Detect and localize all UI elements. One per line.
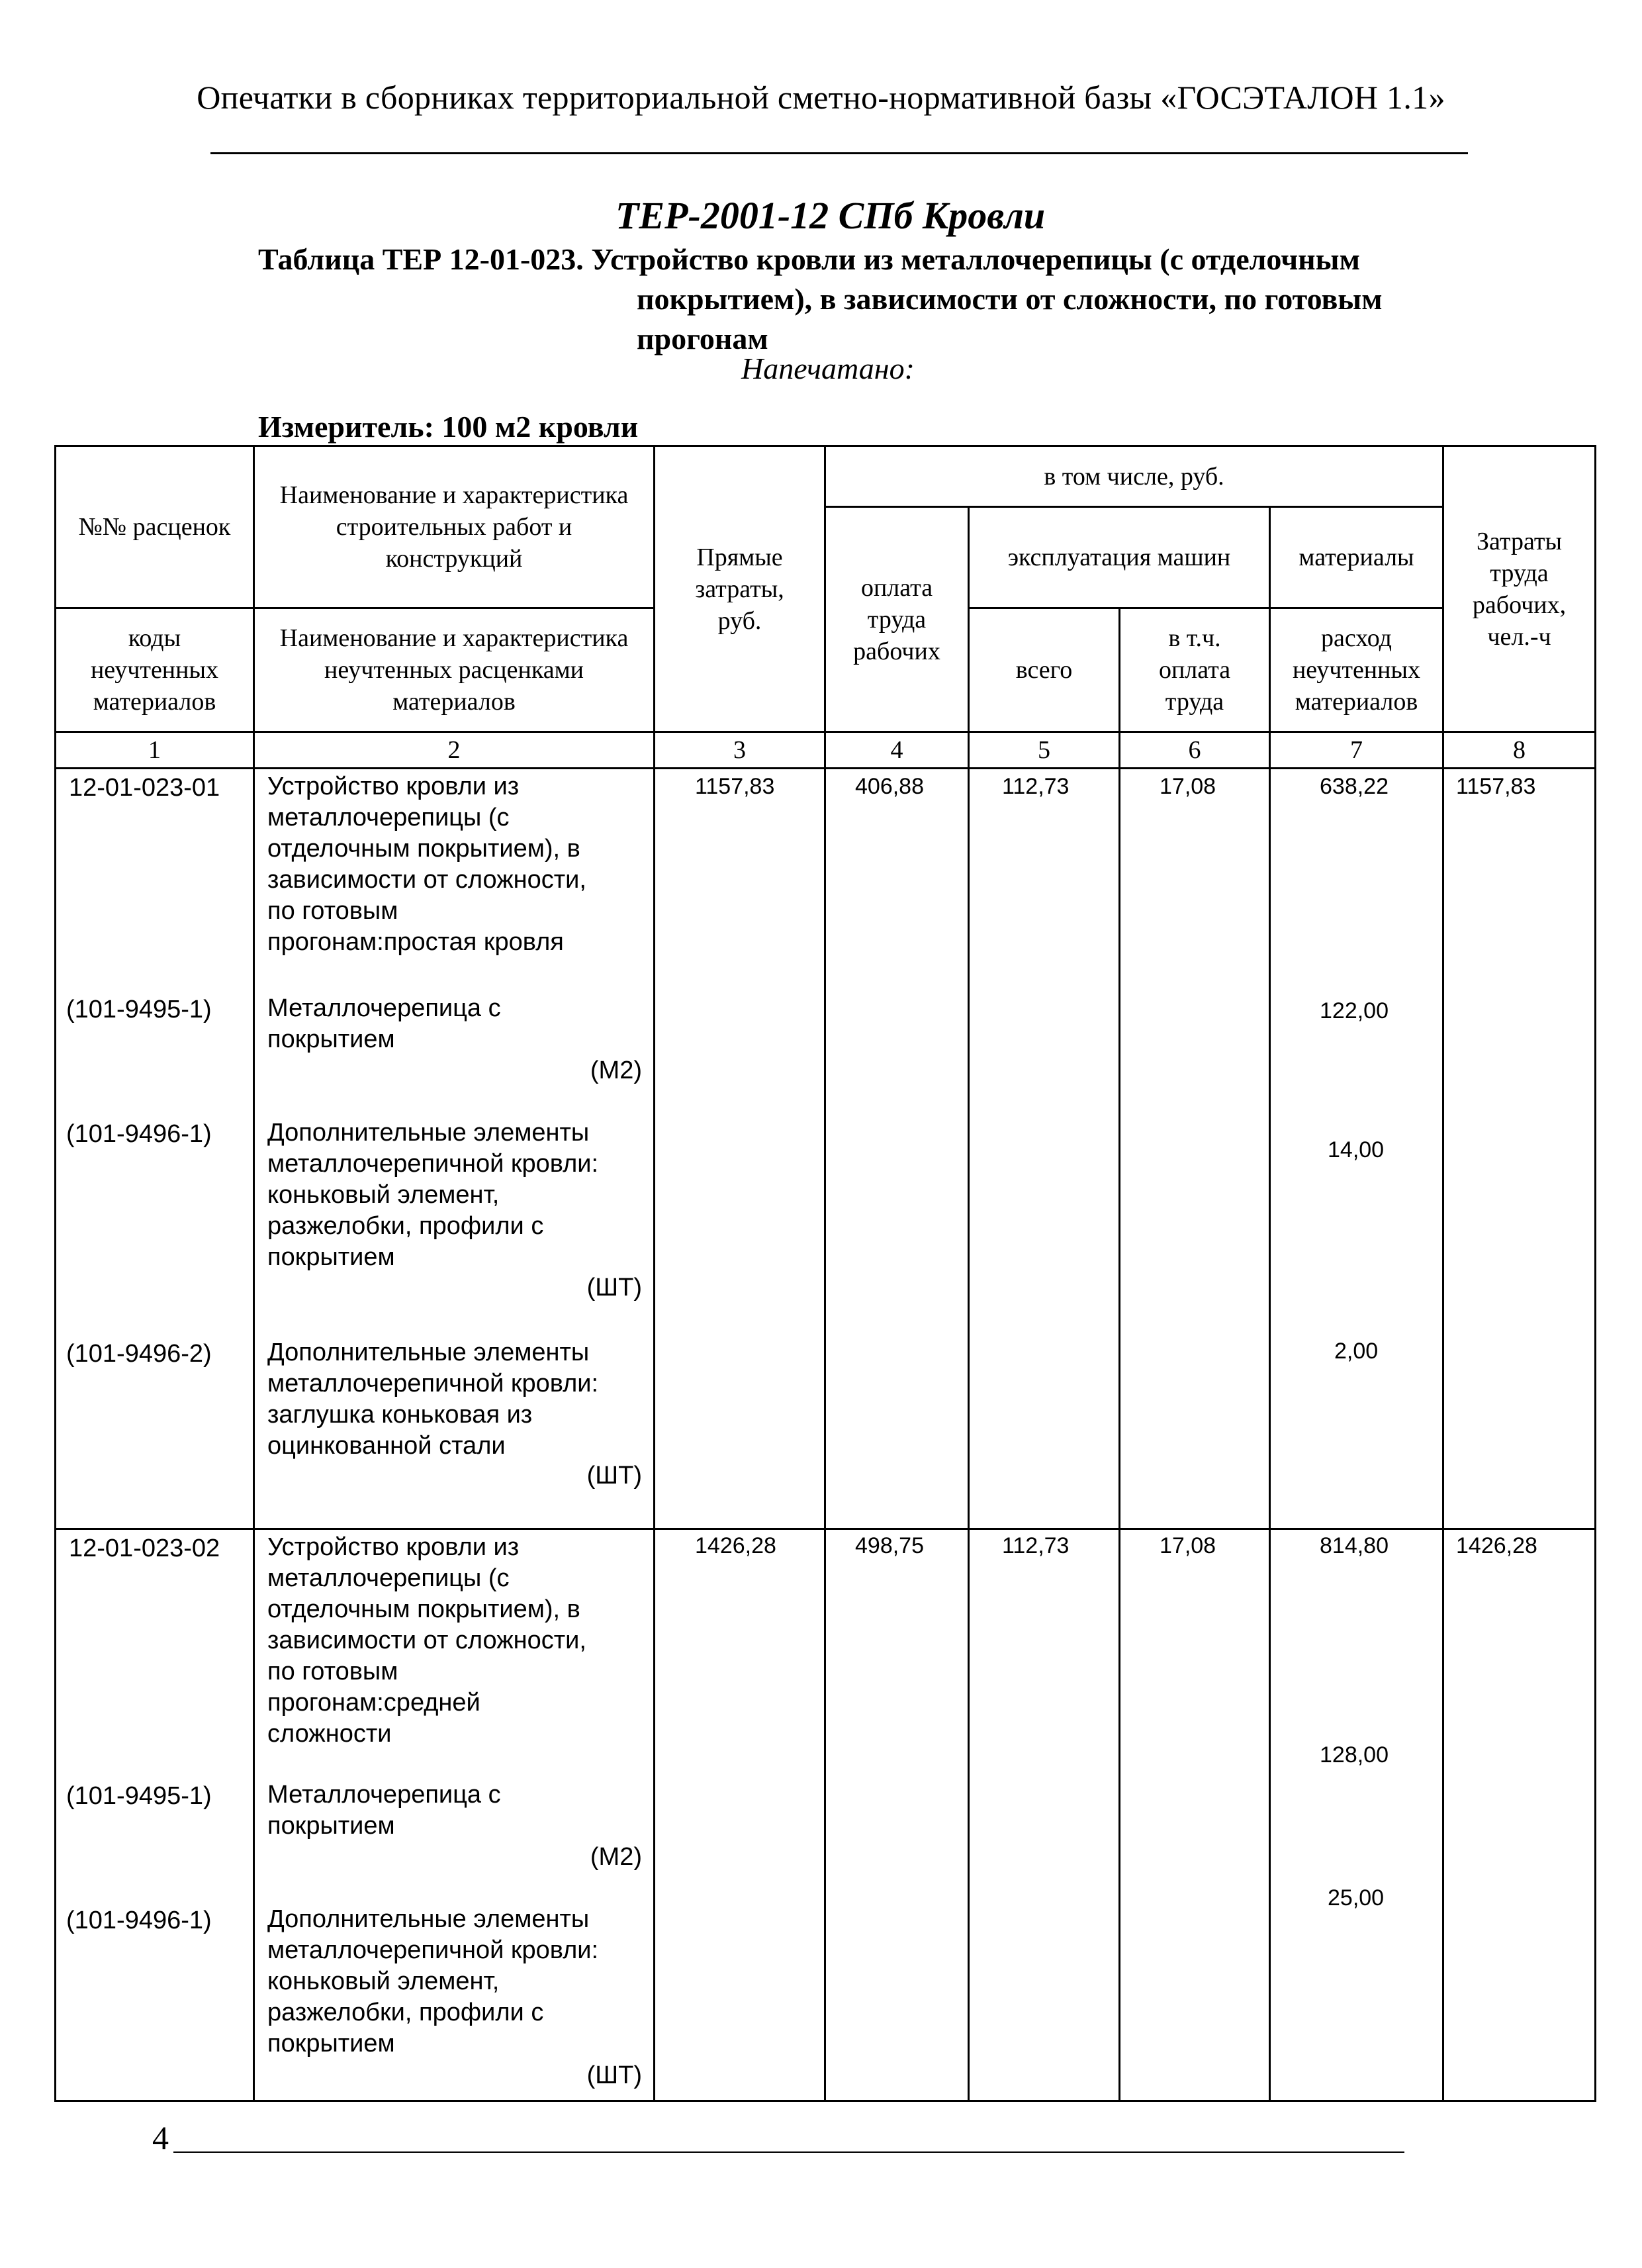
desc-line: прогонам:простая кровля (267, 928, 564, 956)
machines-value: 112,73 (1002, 1533, 1070, 1558)
header-wages: оплата труда рабочих (853, 573, 940, 665)
header-total: всего (1015, 656, 1073, 684)
material-code: (101-9496-2) (66, 1340, 212, 1368)
header-materials: материалы (1299, 543, 1414, 571)
material-description (267, 1904, 598, 2059)
consumption-value: 2,00 (1334, 1339, 1379, 1364)
col-number-4: 4 (890, 736, 903, 764)
col-number-2: 2 (447, 736, 461, 764)
consumption-value: 128,00 (1320, 1742, 1389, 1768)
col-number-8: 8 (1513, 736, 1526, 764)
col-number-5: 5 (1038, 736, 1050, 764)
material-description (267, 993, 501, 1055)
col-number-7: 7 (1350, 736, 1363, 764)
desc-line: коньковый элемент, (267, 1181, 500, 1209)
rate-code: 12-01-023-02 (69, 1535, 220, 1562)
desc-line: оцинкованной стали (267, 1432, 506, 1460)
desc-line: зависимости от сложности, (267, 866, 586, 894)
printed-label: Напечатано: (741, 352, 915, 385)
col-number-3: 3 (733, 736, 746, 764)
rates-table (54, 445, 1596, 2102)
footer-rule (173, 2151, 1404, 2153)
table-title-line3: прогонам (637, 322, 768, 355)
header-rule (210, 152, 1468, 154)
labor-value: 1157,83 (1456, 774, 1536, 799)
material-unit: (ШТ) (586, 2061, 642, 2089)
page-number: 4 (152, 2119, 169, 2156)
desc-line: Устройство кровли из (267, 1533, 520, 1561)
material-description (267, 1337, 598, 1462)
group-separator (54, 1528, 1596, 1530)
desc-line: Металлочерепица с (267, 1781, 501, 1809)
header-incl: в том числе, руб. (1044, 462, 1224, 491)
desc-line: сложности (267, 1720, 392, 1748)
desc-line: металлочерепицы (с (267, 804, 510, 831)
header-direct-costs: Прямые затраты, руб. (695, 543, 784, 635)
desc-line: покрытием (267, 1025, 395, 1053)
colnum-line-bottom (54, 767, 1596, 769)
rate-description (267, 1532, 586, 1750)
desc-line: заглушка коньковая из (267, 1401, 533, 1429)
desc-line: Металлочерепица с (267, 994, 501, 1022)
material-code: (101-9495-1) (66, 996, 212, 1023)
desc-line: отделочным покрытием), в (267, 1595, 580, 1623)
wages-value: 406,88 (855, 774, 924, 799)
machine-wages-value: 17,08 (1160, 774, 1216, 799)
material-description (267, 1117, 598, 1273)
desc-line: по готовым (267, 897, 398, 925)
desc-line: Дополнительные элементы (267, 1905, 590, 1933)
labor-value: 1426,28 (1456, 1533, 1537, 1558)
consumption-value: 14,00 (1328, 1137, 1385, 1162)
material-unit: (М2) (590, 1843, 642, 1871)
desc-line: коньковый элемент, (267, 1967, 500, 1995)
desc-line: Дополнительные элементы (267, 1339, 590, 1366)
machines-value: 112,73 (1002, 774, 1070, 799)
desc-line: отделочным покрытием), в (267, 835, 580, 863)
desc-line: разжелобки, профили с (267, 1999, 544, 2026)
consumption-value: 25,00 (1328, 1885, 1385, 1911)
desc-line: металлочерепицы (с (267, 1564, 510, 1592)
desc-line: по готовым (267, 1658, 398, 1685)
material-code: (101-9496-1) (66, 1907, 212, 1934)
material-code: (101-9495-1) (66, 1782, 212, 1810)
rate-code: 12-01-023-01 (69, 774, 220, 802)
table-title-line2: покрытием), в зависимости от сложности, по готовым (637, 282, 1383, 316)
machine-wages-value: 17,08 (1160, 1533, 1216, 1558)
header-incl-wages: в т.ч. оплата труда (1158, 624, 1231, 716)
unit-label: Измеритель: 100 м2 кровли (258, 410, 639, 444)
direct-costs-value: 1157,83 (695, 774, 775, 799)
materials-value: 638,22 (1320, 774, 1389, 799)
desc-line: покрытием (267, 1812, 395, 1840)
col-line-5 (1118, 609, 1120, 2102)
running-header: Опечатки в сборниках территориальной сметно-нормативной базы «ГОСЭТАЛОН 1.1» (197, 79, 1445, 116)
direct-costs-value: 1426,28 (695, 1533, 776, 1558)
wages-value: 498,75 (855, 1533, 924, 1558)
desc-line: прогонам:средней (267, 1689, 480, 1717)
table-border-right (1594, 445, 1596, 2102)
header-labor: Затраты труда рабочих, чел.-ч (1472, 527, 1567, 651)
material-description (267, 1779, 501, 1842)
desc-line: Дополнительные элементы (267, 1119, 590, 1147)
header-material-name: Наименование и характеристика неучтенных расценками материалов (279, 624, 629, 716)
desc-line: металлочерепичной кровли: (267, 1370, 599, 1397)
header-machines: эксплуатация машин (1007, 543, 1231, 571)
header-consumption: расход неучтенных материалов (1292, 624, 1421, 716)
header-rate-no: №№ расценок (78, 513, 231, 541)
header-codes: коды неучтенных материалов (90, 624, 219, 716)
col-number-1: 1 (148, 736, 161, 764)
desc-line: металлочерепичной кровли: (267, 1936, 599, 1964)
desc-line: металлочерепичной кровли: (267, 1150, 599, 1178)
desc-line: Устройство кровли из (267, 773, 520, 800)
table-title-line1: Таблица ТЕР 12-01-023. Устройство кровли из металлочерепицы (с отделочным (258, 242, 1360, 276)
materials-value: 814,80 (1320, 1533, 1389, 1558)
desc-line: покрытием (267, 2030, 395, 2057)
consumption-value: 122,00 (1320, 998, 1389, 1023)
rate-description (267, 771, 586, 958)
material-unit: (ШТ) (586, 1462, 642, 1489)
header-work-name: Наименование и характеристика строительных работ и конструкций (279, 481, 629, 573)
desc-line: зависимости от сложности, (267, 1627, 586, 1654)
col-number-6: 6 (1188, 736, 1201, 764)
desc-line: покрытием (267, 1243, 395, 1271)
desc-line: разжелобки, профили с (267, 1212, 544, 1240)
material-code: (101-9496-1) (66, 1120, 212, 1148)
material-unit: (ШТ) (586, 1274, 642, 1301)
document-title: ТЕР-2001-12 СПб Кровли (616, 194, 1046, 237)
material-unit: (М2) (590, 1057, 642, 1084)
table-title (258, 240, 1383, 359)
